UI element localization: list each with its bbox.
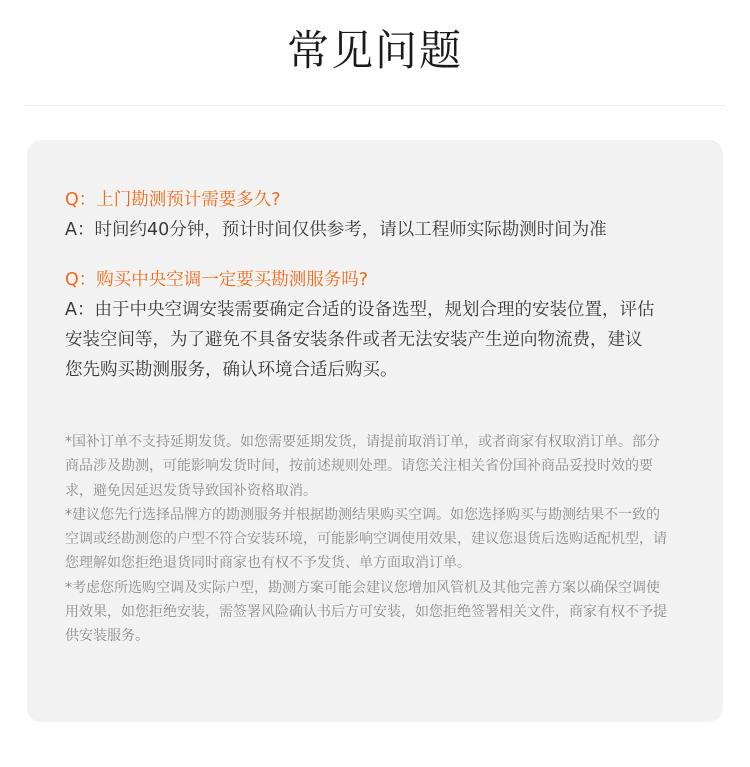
page-title: 常见问题 xyxy=(286,26,463,75)
note-paragraph: *建议您先行选择品牌方的勘测服务并根据勘测结果购买空调。如您选择购买与勘测结果不一致的空调或经勘测您的户型不符合安装环境，可能影响空调使用效果，建议您退货后选购适配机型，请您理解如您拒绝退货同时商家也有权不予发货、单方面取消订单。 xyxy=(65,506,667,572)
faq-item xyxy=(65,185,655,245)
faq-list xyxy=(65,185,655,405)
note-paragraph: *国补订单不支持延期发货。如您需要延期发货，请提前取消订单，或者商家有权取消订单。部分商品涉及勘测，可能影响发货时间，按前述规则处理。请您关注相关省份国补商品妥投时效的要求，避免因延迟发货导致国补资格取消。 xyxy=(65,434,660,499)
note-paragraph: *考虑您所选购空调及实际户型，勘测方案可能会建议您增加风管机及其他完善方案以确保空调使用效果，如您拒绝安装，需签署风险确认书后方可安装，如您拒绝签署相关文件，商家有权不予提供安装服务。 xyxy=(65,579,667,645)
faq-question: Q：购买中央空调一定要买勘测服务吗? xyxy=(65,270,369,290)
faq-answer: A：由于中央空调安装需要确定合适的设备选型，规划合理的安装位置，评估安装空间等，为了避免不具备安装条件或者无法安装产生逆向物流费，建议您先购买勘测服务，确认环境合适后购买。 xyxy=(65,300,655,380)
title-divider xyxy=(25,105,725,106)
faq-question: Q：上门勘测预计需要多久? xyxy=(65,190,281,210)
notes-section xyxy=(65,430,670,649)
faq-item xyxy=(65,265,655,385)
faq-answer: A：时间约40分钟，预计时间仅供参考，请以工程师实际勘测时间为准 xyxy=(65,220,607,240)
